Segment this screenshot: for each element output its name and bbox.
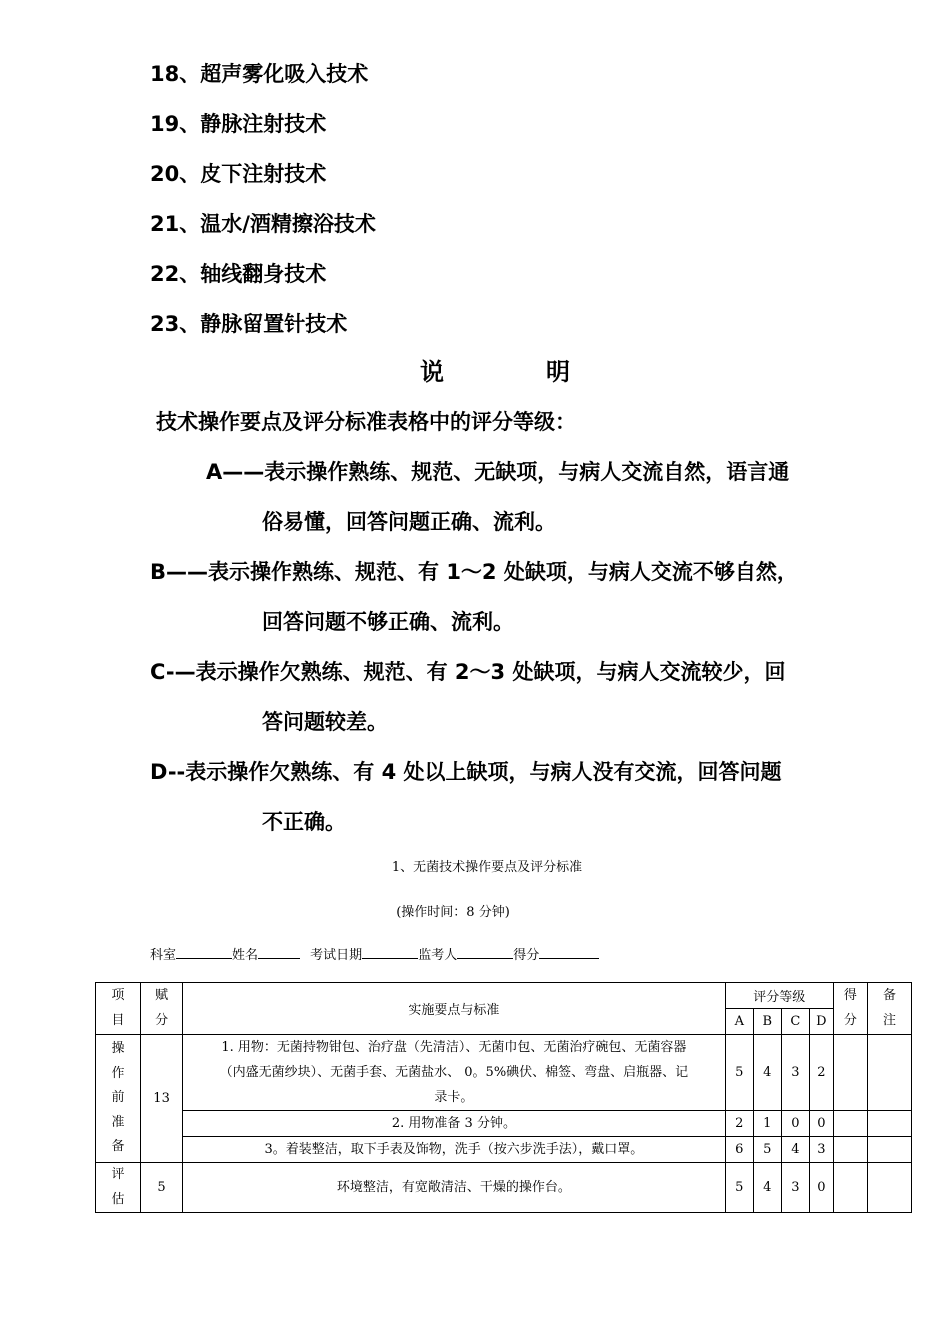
assigned-cell: 5 <box>141 1163 183 1213</box>
grade-b-line1: B——表示操作熟练、规范、有 1～2 处缺项，与病人交流不够自然， <box>150 560 798 584</box>
grade-d-line2: 不正确。 <box>262 810 346 834</box>
form-title: 1、无菌技术操作要点及评分标准 <box>391 860 583 875</box>
header-standard: 实施要点与标准 <box>183 983 726 1035</box>
note-cell[interactable] <box>867 1137 911 1163</box>
list-item: 18、超声雾化吸入技术 <box>150 62 369 86</box>
table-header-row <box>96 983 912 1009</box>
score-d: 0 <box>809 1111 833 1137</box>
section-heading <box>420 352 570 387</box>
name-label: 姓名 <box>232 948 259 963</box>
standard-cell: 1. 用物：无菌持物钳包、治疗盘（先清洁）、无菌巾包、无菌治疗碗包、无菌容器 （内盛无菌纱块）、无菌手套、无菌盐水、 0。5%碘伏、棉签、弯盘、启瓶器、记 录卡。 <box>183 1035 726 1111</box>
grade-b-line2: 回答问题不够正确、流利。 <box>262 610 514 634</box>
list-item: 22、轴线翻身技术 <box>150 262 327 286</box>
grade-c-line2: 答问题较差。 <box>262 710 388 734</box>
score-a: 2 <box>725 1111 753 1137</box>
item-cell: 评 估 <box>96 1163 141 1213</box>
assigned-cell: 13 <box>141 1035 183 1163</box>
table-row <box>96 1035 912 1111</box>
score-label: 得分 <box>513 948 540 963</box>
heading-char-right: 明 <box>546 358 570 386</box>
score-b: 4 <box>753 1035 781 1111</box>
score-b: 5 <box>753 1137 781 1163</box>
header-assigned: 赋 分 <box>141 983 183 1035</box>
header-grade: 评分等级 <box>725 983 833 1009</box>
score-c: 4 <box>781 1137 809 1163</box>
standard-cell: 2. 用物准备 3 分钟。 <box>183 1111 726 1137</box>
form-time: (操作时间：8 分钟) <box>396 905 510 920</box>
score-d: 0 <box>809 1163 833 1213</box>
exam-date-blank[interactable] <box>362 946 418 959</box>
proctor-blank[interactable] <box>457 946 513 959</box>
score-c: 3 <box>781 1035 809 1111</box>
grade-c-line1: C-—表示操作欠熟练、规范、有 2～3 处缺项，与病人交流较少，回 <box>150 660 786 684</box>
header-got: 得 分 <box>833 983 867 1035</box>
note-cell[interactable] <box>867 1111 911 1137</box>
table-row <box>96 1137 912 1163</box>
item-cell: 操 作 前 准 备 <box>96 1035 141 1163</box>
score-c: 3 <box>781 1163 809 1213</box>
got-cell[interactable] <box>833 1035 867 1111</box>
score-b: 1 <box>753 1111 781 1137</box>
score-d: 3 <box>809 1137 833 1163</box>
list-item: 20、皮下注射技术 <box>150 162 327 186</box>
intro-text: 技术操作要点及评分标准表格中的评分等级： <box>156 410 576 434</box>
got-cell[interactable] <box>833 1163 867 1213</box>
grade-col-b: B <box>753 1009 781 1035</box>
note-cell[interactable] <box>867 1163 911 1213</box>
exam-date-label: 考试日期 <box>310 948 363 963</box>
grade-a-line1: A——表示操作熟练、规范、无缺项，与病人交流自然，语言通 <box>206 460 790 484</box>
header-note: 备 注 <box>867 983 911 1035</box>
scoring-table <box>95 982 912 1213</box>
dept-label: 科室 <box>150 948 177 963</box>
score-a: 5 <box>725 1163 753 1213</box>
table-row <box>96 1163 912 1213</box>
grade-col-d: D <box>809 1009 833 1035</box>
got-cell[interactable] <box>833 1111 867 1137</box>
score-b: 4 <box>753 1163 781 1213</box>
standard-cell: 3。着装整洁，取下手表及饰物，洗手（按六步洗手法），戴口罩。 <box>183 1137 726 1163</box>
list-item: 23、静脉留置针技术 <box>150 312 348 336</box>
name-blank[interactable] <box>258 946 300 959</box>
form-fields <box>150 944 599 963</box>
standard-cell: 环境整洁，有宽敞清洁、干燥的操作台。 <box>183 1163 726 1213</box>
grade-col-c: C <box>781 1009 809 1035</box>
dept-blank[interactable] <box>176 946 232 959</box>
score-c: 0 <box>781 1111 809 1137</box>
grade-d-line1: D--表示操作欠熟练、有 4 处以上缺项，与病人没有交流，回答问题 <box>150 760 782 784</box>
grade-a-line2: 俗易懂，回答问题正确、流利。 <box>262 510 556 534</box>
score-a: 6 <box>725 1137 753 1163</box>
header-item: 项 目 <box>96 983 141 1035</box>
score-d: 2 <box>809 1035 833 1111</box>
score-blank[interactable] <box>539 946 599 959</box>
grade-col-a: A <box>725 1009 753 1035</box>
list-item: 21、温水/酒精擦浴技术 <box>150 212 376 236</box>
note-cell[interactable] <box>867 1035 911 1111</box>
proctor-label: 监考人 <box>418 948 458 963</box>
table-row <box>96 1111 912 1137</box>
heading-char-left: 说 <box>420 358 444 386</box>
got-cell[interactable] <box>833 1137 867 1163</box>
list-item: 19、静脉注射技术 <box>150 112 327 136</box>
score-a: 5 <box>725 1035 753 1111</box>
